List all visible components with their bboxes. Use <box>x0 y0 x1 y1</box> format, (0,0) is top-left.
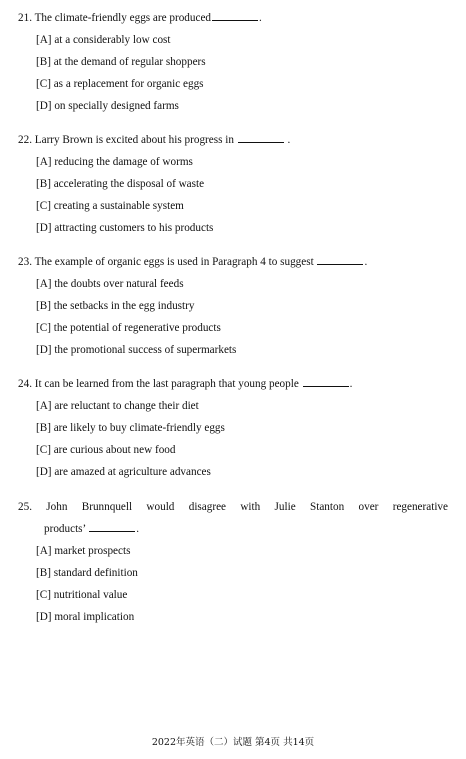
question-stem-continued <box>44 522 448 536</box>
answer-blank <box>212 19 258 21</box>
option-d: [D] are amazed at agriculture advances <box>36 466 211 478</box>
option-d: [D] on specially designed farms <box>36 100 179 112</box>
answer-blank <box>89 530 135 532</box>
question-stem <box>18 133 448 147</box>
option-list <box>36 277 448 357</box>
option-a: [A] the doubts over natural feeds <box>36 278 184 290</box>
option-c: [C] as a replacement for organic eggs <box>36 78 204 90</box>
option-a: [A] reducing the damage of worms <box>36 156 193 168</box>
stem-end: . <box>349 378 353 390</box>
stem-text: products’ <box>44 523 86 535</box>
option-b: [B] standard definition <box>36 567 138 579</box>
option-c: [C] the potential of regenerative products <box>36 322 221 334</box>
question-stem <box>18 255 448 269</box>
question-stem: 25. John Brunnquell would disagree with Julie Stanton over regenerative <box>18 501 448 513</box>
answer-blank <box>238 141 284 143</box>
option-c: [C] are curious about new food <box>36 444 176 456</box>
stem-text: 23. The example of organic eggs is used in Paragraph 4 to suggest <box>18 256 314 268</box>
option-c: [C] creating a sustainable system <box>36 200 184 212</box>
option-b: [B] accelerating the disposal of waste <box>36 178 205 190</box>
option-d: [D] the promotional success of supermarkets <box>36 344 237 356</box>
option-list <box>36 544 448 624</box>
answer-blank <box>303 385 349 387</box>
option-list <box>36 399 448 479</box>
question-stem <box>18 377 448 391</box>
page-footer: 2022年英语（二）试题 第4页 共14页 <box>151 737 315 748</box>
stem-end: . <box>284 134 291 146</box>
option-c: [C] nutritional value <box>36 589 128 601</box>
answer-blank <box>317 263 363 265</box>
stem-end: . <box>364 256 368 268</box>
option-a: [A] at a considerably low cost <box>36 34 171 46</box>
option-d: [D] moral implication <box>36 611 135 623</box>
question-25 <box>18 500 448 624</box>
option-b: [B] are likely to buy climate-friendly eggs <box>36 422 225 434</box>
stem-end: . <box>136 523 140 535</box>
stem-text: 24. It can be learned from the last paragraph that young people <box>18 378 299 390</box>
question-21 <box>18 11 448 113</box>
stem-text: 22. Larry Brown is excited about his progress in <box>18 134 234 146</box>
stem-end: . <box>259 12 262 24</box>
question-stem <box>18 11 448 25</box>
option-d: [D] attracting customers to his products <box>36 222 214 234</box>
option-a: [A] are reluctant to change their diet <box>36 400 199 412</box>
option-a: [A] market prospects <box>36 545 131 557</box>
question-23 <box>18 255 448 357</box>
question-22 <box>18 133 448 235</box>
stem-text: 21. The climate-friendly eggs are produced <box>18 12 212 24</box>
question-24 <box>18 377 448 479</box>
option-list <box>36 33 448 113</box>
option-b: [B] at the demand of regular shoppers <box>36 56 206 68</box>
option-b: [B] the setbacks in the egg industry <box>36 300 195 312</box>
option-list <box>36 155 448 235</box>
